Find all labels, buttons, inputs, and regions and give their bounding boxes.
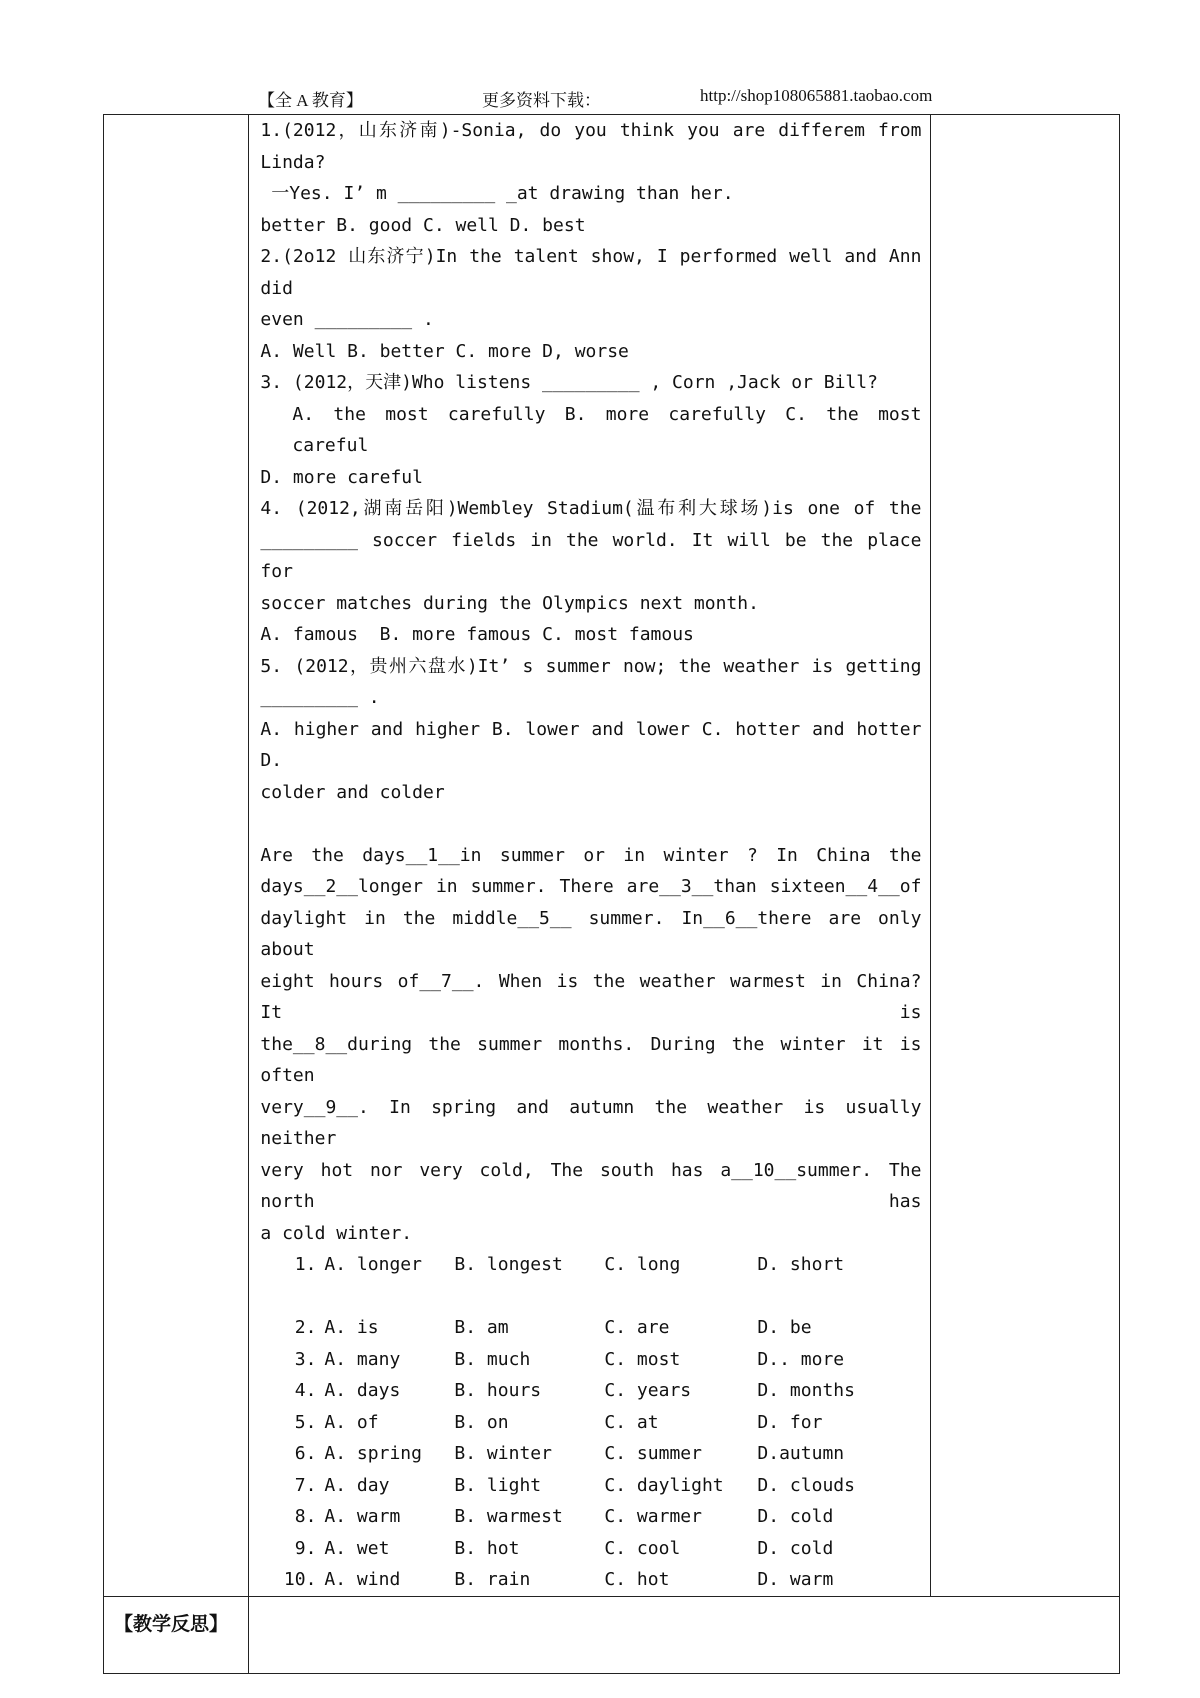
choice-c: C. years (604, 1380, 692, 1401)
choice-b: B. warmest (454, 1506, 563, 1527)
choice-d: D. months (757, 1380, 855, 1401)
choice-a: A. warm (324, 1506, 401, 1527)
question-line: _________ . (260, 687, 380, 708)
header-brand: 【全 A 教育】 (258, 91, 363, 110)
choice-b: B. rain (454, 1569, 531, 1590)
choice-b: B. am (454, 1317, 509, 1338)
choice-number: 3. (294, 1348, 317, 1370)
choice-c: C. summer (604, 1443, 702, 1464)
choice-row (260, 1501, 921, 1533)
exercise-content (249, 115, 930, 1596)
question-line: 3. (2012，天津)Who listens _________ , Corn ,Jack or Bill? (260, 372, 878, 393)
spacer (260, 808, 921, 840)
choice-c: C. are (604, 1317, 670, 1338)
choice-a: A. wet (324, 1537, 390, 1559)
question-4 (260, 493, 921, 651)
choice-row (260, 1249, 921, 1281)
choice-row (260, 1438, 921, 1470)
header-url[interactable]: http://shop108065881.taobao.com (700, 86, 933, 105)
reflection-content-cell[interactable] (249, 1596, 1120, 1673)
choice-d: D. for (757, 1411, 823, 1433)
choice-number: 7. (294, 1474, 317, 1496)
choice-a: A. is (324, 1317, 379, 1338)
choice-b: B. light (454, 1474, 542, 1496)
question-options: colder and colder (260, 781, 445, 803)
passage-line: the__8__during the summer months. During the winter it is often (260, 1033, 922, 1086)
choice-row (260, 1344, 921, 1376)
choice-a: A. many (324, 1348, 401, 1370)
choice-b: B. hours (454, 1380, 542, 1401)
question-options: A. the most carefully B. more carefully C. the most careful (292, 403, 922, 456)
choice-number: 1. (294, 1254, 317, 1275)
right-margin-cell (931, 115, 1120, 1597)
choice-number: 8. (294, 1506, 317, 1527)
choice-row (260, 1564, 921, 1596)
question-line: even _________ . (260, 309, 434, 330)
page-header (258, 86, 958, 112)
passage-line: very hot nor very cold, The south has a__10__summer. The north has (260, 1159, 922, 1212)
question-line: 1.(2012，山东济南)-Sonia, do you think you are differem from (260, 120, 922, 141)
question-line: soccer matches during the Olympics next month. (260, 592, 759, 614)
question-line: 5. (2012，贵州六盘水)It’ s summer now; the weather is getting (260, 655, 922, 677)
choice-c: C. at (604, 1411, 659, 1433)
choice-number: 6. (294, 1443, 317, 1464)
header-more-download: 更多资料下载： (482, 91, 601, 110)
choice-b: B. winter (454, 1443, 552, 1464)
choice-number: 9. (294, 1537, 317, 1559)
question-line: Linda? (260, 151, 326, 173)
choice-c: C. hot (604, 1569, 670, 1590)
question-options: A. higher and higher B. lower and lower C. hotter and hotter D. (260, 718, 922, 771)
choice-row (260, 1375, 921, 1407)
choice-c: C. long (604, 1254, 681, 1275)
choice-row (260, 1470, 921, 1502)
choice-c: C. daylight (604, 1474, 724, 1496)
exercise-content-cell (249, 115, 931, 1597)
lesson-table (103, 114, 1120, 1674)
left-margin-cell (104, 115, 249, 1597)
question-options: better B. good C. well D. best (260, 214, 586, 236)
choice-a: A. wind (324, 1569, 401, 1590)
passage-line: daylight in the middle__5__ summer. In__6__there are only about (260, 907, 922, 960)
choice-number: 4. (294, 1380, 317, 1401)
choice-d: D. be (757, 1317, 812, 1338)
choice-d: D.autumn (757, 1443, 845, 1464)
reflection-label-cell (104, 1596, 249, 1673)
question-line: 2.(2o12 山东济宁)In the talent show, I performed well and Ann did (260, 246, 922, 299)
choice-number: 10. (283, 1569, 317, 1590)
choice-a: A. longer (324, 1254, 422, 1275)
choice-b: B. much (454, 1348, 531, 1370)
question-1 (260, 115, 921, 241)
choice-a: A. days (324, 1380, 401, 1401)
choice-d: D. cold (757, 1537, 834, 1559)
choice-c: C. most (604, 1348, 681, 1370)
choice-c: C. cool (604, 1537, 681, 1559)
passage-line: days__2__longer in summer. There are__3__than sixteen__4__of (260, 876, 922, 897)
choice-number: 2. (294, 1317, 317, 1338)
question-2 (260, 241, 921, 367)
choice-c: C. warmer (604, 1506, 702, 1527)
passage-line: Are the days__1__in summer or in winter ? In China the (260, 844, 922, 866)
question-3 (260, 367, 921, 493)
question-line: _________ soccer fields in the world. It will be the place for (260, 529, 922, 582)
choice-number: 5. (294, 1411, 317, 1433)
choice-row (260, 1533, 921, 1565)
choice-row (260, 1312, 921, 1344)
question-5 (260, 651, 921, 809)
choice-d: D. cold (757, 1506, 834, 1527)
question-options: A. famous B. more famous C. most famous (260, 624, 694, 645)
question-options: A. Well B. better C. more D, worse (260, 340, 629, 362)
choice-d: D. short (757, 1254, 845, 1275)
choice-a: A. of (324, 1411, 379, 1433)
choice-a: A. spring (324, 1443, 422, 1464)
choice-d: D. warm (757, 1569, 834, 1590)
question-line: 4. (2012,湖南岳阳)Wembley Stadium(温布利大球场)is one of the (260, 498, 922, 519)
passage-line: eight hours of__7__. When is the weather warmest in China? It is (260, 970, 922, 1023)
choice-b: B. longest (454, 1254, 563, 1275)
question-line: 一Yes. I’ m _________ _at drawing than her. (260, 183, 734, 204)
choice-b: B. hot (454, 1537, 520, 1559)
choice-a: A. day (324, 1474, 390, 1496)
cloze-passage (260, 840, 921, 1250)
choice-d: D.. more (757, 1348, 845, 1370)
choice-b: B. on (454, 1411, 509, 1433)
passage-line: a cold winter. (260, 1222, 413, 1244)
passage-line: very__9__. In spring and autumn the weather is usually neither (260, 1096, 922, 1149)
choice-row (260, 1407, 921, 1439)
cloze-choices (260, 1249, 921, 1596)
reflection-label: 【教学反思】 (114, 1612, 229, 1635)
choice-d: D. clouds (757, 1474, 855, 1496)
question-options: D. more careful (260, 466, 423, 488)
